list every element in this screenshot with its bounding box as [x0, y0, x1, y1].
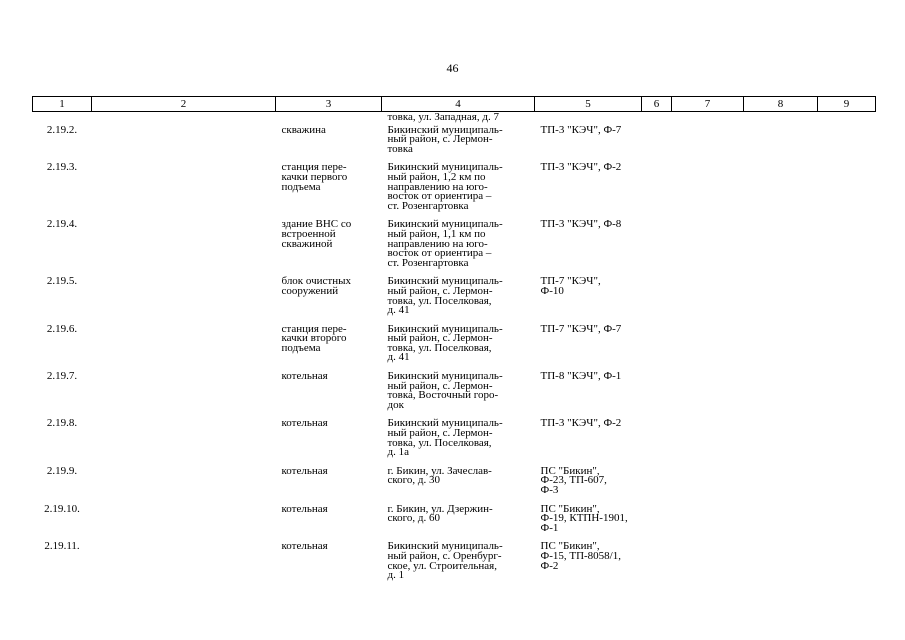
table-row [33, 322, 876, 369]
address-cell: товка, ул. Западная, д. 7 [387, 111, 499, 123]
empty-cell [818, 274, 876, 321]
empty-cell [744, 274, 818, 321]
address-cell: Бикинский муниципаль- ный район, с. Лермон- товка, ул. Поселковая, д. 41 [387, 275, 503, 317]
empty-cell [672, 123, 744, 161]
empty-cell [642, 502, 672, 540]
table-row [33, 502, 876, 540]
source-cell: ПС "Бикин", Ф-19, КТПН-1901, Ф-1 [540, 502, 628, 534]
source-cell: ТП-7 "КЭЧ", Ф-10 [540, 275, 601, 297]
object-cell: котельная [281, 502, 328, 515]
object-cell: котельная [281, 417, 328, 430]
empty-cell [672, 502, 744, 540]
source-cell: ТП-3 "КЭЧ", Ф-2 [540, 417, 622, 430]
address-cell: г. Бикин, ул. Зачеслав- ского, д. 30 [387, 464, 492, 487]
address-cell: Бикинский муниципаль- ный район, с. Лермон- товка, Восточный горо- док [387, 370, 503, 411]
address-cell: Бикинский муниципаль- ный район, с. Оренбург- ское, ул. Строительная, д. 1 [387, 540, 503, 582]
empty-cell [642, 369, 672, 416]
empty-cell [818, 416, 876, 463]
table-row [33, 217, 876, 274]
continuation-row [33, 112, 876, 123]
empty-cell [672, 539, 744, 586]
empty-cell [642, 322, 672, 369]
empty-cell [818, 502, 876, 540]
empty-cell [744, 322, 818, 369]
table-row [33, 464, 876, 502]
empty-cell [744, 464, 818, 502]
empty-cell [818, 322, 876, 369]
number-cell: 2.19.10. [44, 502, 80, 515]
empty-cell [642, 274, 672, 321]
object-cell: станция пере- качки второго подъема [281, 322, 347, 354]
empty-cell [672, 464, 744, 502]
empty-cell [642, 217, 672, 274]
number-cell: 2.19.11. [44, 540, 80, 553]
table-row [33, 369, 876, 416]
column-header: 6 [642, 97, 672, 112]
number-cell: 2.19.2. [46, 123, 78, 136]
address-cell: Бикинский муниципаль- ный район, 1,1 км по направлению на юго- восток от ориентира – ст. Розенгартовка [387, 218, 503, 269]
object-cell: станция пере- качки первого подъема [281, 161, 348, 193]
empty-cell [92, 322, 276, 369]
empty-cell [92, 464, 276, 502]
source-cell: ТП-8 "КЭЧ", Ф-1 [540, 370, 622, 383]
empty-cell [92, 160, 276, 217]
empty-cell [672, 217, 744, 274]
empty-cell [92, 123, 276, 161]
empty-cell [744, 123, 818, 161]
source-cell: ПС "Бикин", Ф-23, ТП-607, Ф-3 [540, 464, 607, 496]
empty-cell [642, 160, 672, 217]
empty-cell [744, 416, 818, 463]
column-header: 5 [535, 97, 642, 112]
empty-cell [92, 217, 276, 274]
number-cell: 2.19.3. [46, 161, 78, 174]
objects-table [32, 96, 876, 587]
number-cell: 2.19.6. [46, 322, 78, 335]
empty-cell [744, 539, 818, 586]
number-cell: 2.19.9. [46, 464, 78, 477]
empty-cell [642, 123, 672, 161]
empty-cell [744, 502, 818, 540]
empty-cell [818, 539, 876, 586]
empty-cell [818, 369, 876, 416]
column-header: 3 [276, 97, 382, 112]
empty-cell [642, 416, 672, 463]
source-cell: ТП-3 "КЭЧ", Ф-2 [540, 161, 622, 174]
column-header: 4 [382, 97, 535, 112]
address-cell: Бикинский муниципаль- ный район, 1,2 км по направлению на юго- восток от ориентира – ст. Розенгартовка [387, 161, 503, 212]
column-header-row [33, 97, 876, 112]
column-header: 1 [33, 97, 92, 112]
empty-cell [672, 369, 744, 416]
number-cell: 2.19.8. [46, 417, 78, 430]
table-row [33, 416, 876, 463]
address-cell: г. Бикин, ул. Дзержин- ского, д. 60 [387, 502, 493, 525]
address-cell: Бикинский муниципаль- ный район, с. Лермон- товка, ул. Поселковая, д. 41 [387, 322, 503, 364]
address-cell: Бикинский муниципаль- ный район, с. Лермон- товка [387, 123, 503, 155]
source-cell: ПС "Бикин", Ф-15, ТП-8058/1, Ф-2 [540, 540, 621, 572]
table-row [33, 160, 876, 217]
empty-cell [672, 416, 744, 463]
number-cell: 2.19.5. [46, 275, 78, 288]
number-cell: 2.19.4. [46, 218, 78, 231]
object-cell: здание ВНС со встроенной скважиной [281, 218, 352, 250]
source-cell: ТП-3 "КЭЧ", Ф-7 [540, 123, 622, 136]
empty-cell [92, 539, 276, 586]
table-row [33, 123, 876, 161]
number-cell: 2.19.7. [46, 370, 78, 383]
empty-cell [744, 160, 818, 217]
table-row [33, 539, 876, 586]
empty-cell [818, 464, 876, 502]
object-cell: котельная [281, 370, 328, 383]
address-cell: Бикинский муниципаль- ный район, с. Лермон- товка, ул. Поселковая, д. 1а [387, 417, 503, 459]
source-cell: ТП-3 "КЭЧ", Ф-8 [540, 218, 622, 231]
empty-cell [642, 539, 672, 586]
object-cell: котельная [281, 464, 328, 477]
object-cell: скважина [281, 123, 326, 136]
empty-cell [92, 416, 276, 463]
object-cell: котельная [281, 540, 328, 553]
empty-cell [92, 274, 276, 321]
empty-cell [818, 123, 876, 161]
empty-cell [744, 369, 818, 416]
empty-cell [642, 464, 672, 502]
column-header: 9 [818, 97, 876, 112]
column-header: 8 [744, 97, 818, 112]
source-cell: ТП-7 "КЭЧ", Ф-7 [540, 322, 622, 335]
empty-cell [672, 322, 744, 369]
empty-cell [92, 369, 276, 416]
column-header: 2 [92, 97, 276, 112]
empty-cell [92, 502, 276, 540]
table-row [33, 274, 876, 321]
empty-cell [818, 217, 876, 274]
object-cell: блок очистных сооружений [281, 275, 352, 297]
empty-cell [672, 160, 744, 217]
empty-cell [744, 217, 818, 274]
column-header: 7 [672, 97, 744, 112]
empty-cell [818, 160, 876, 217]
empty-cell [672, 274, 744, 321]
page-number: 46 [446, 61, 459, 75]
